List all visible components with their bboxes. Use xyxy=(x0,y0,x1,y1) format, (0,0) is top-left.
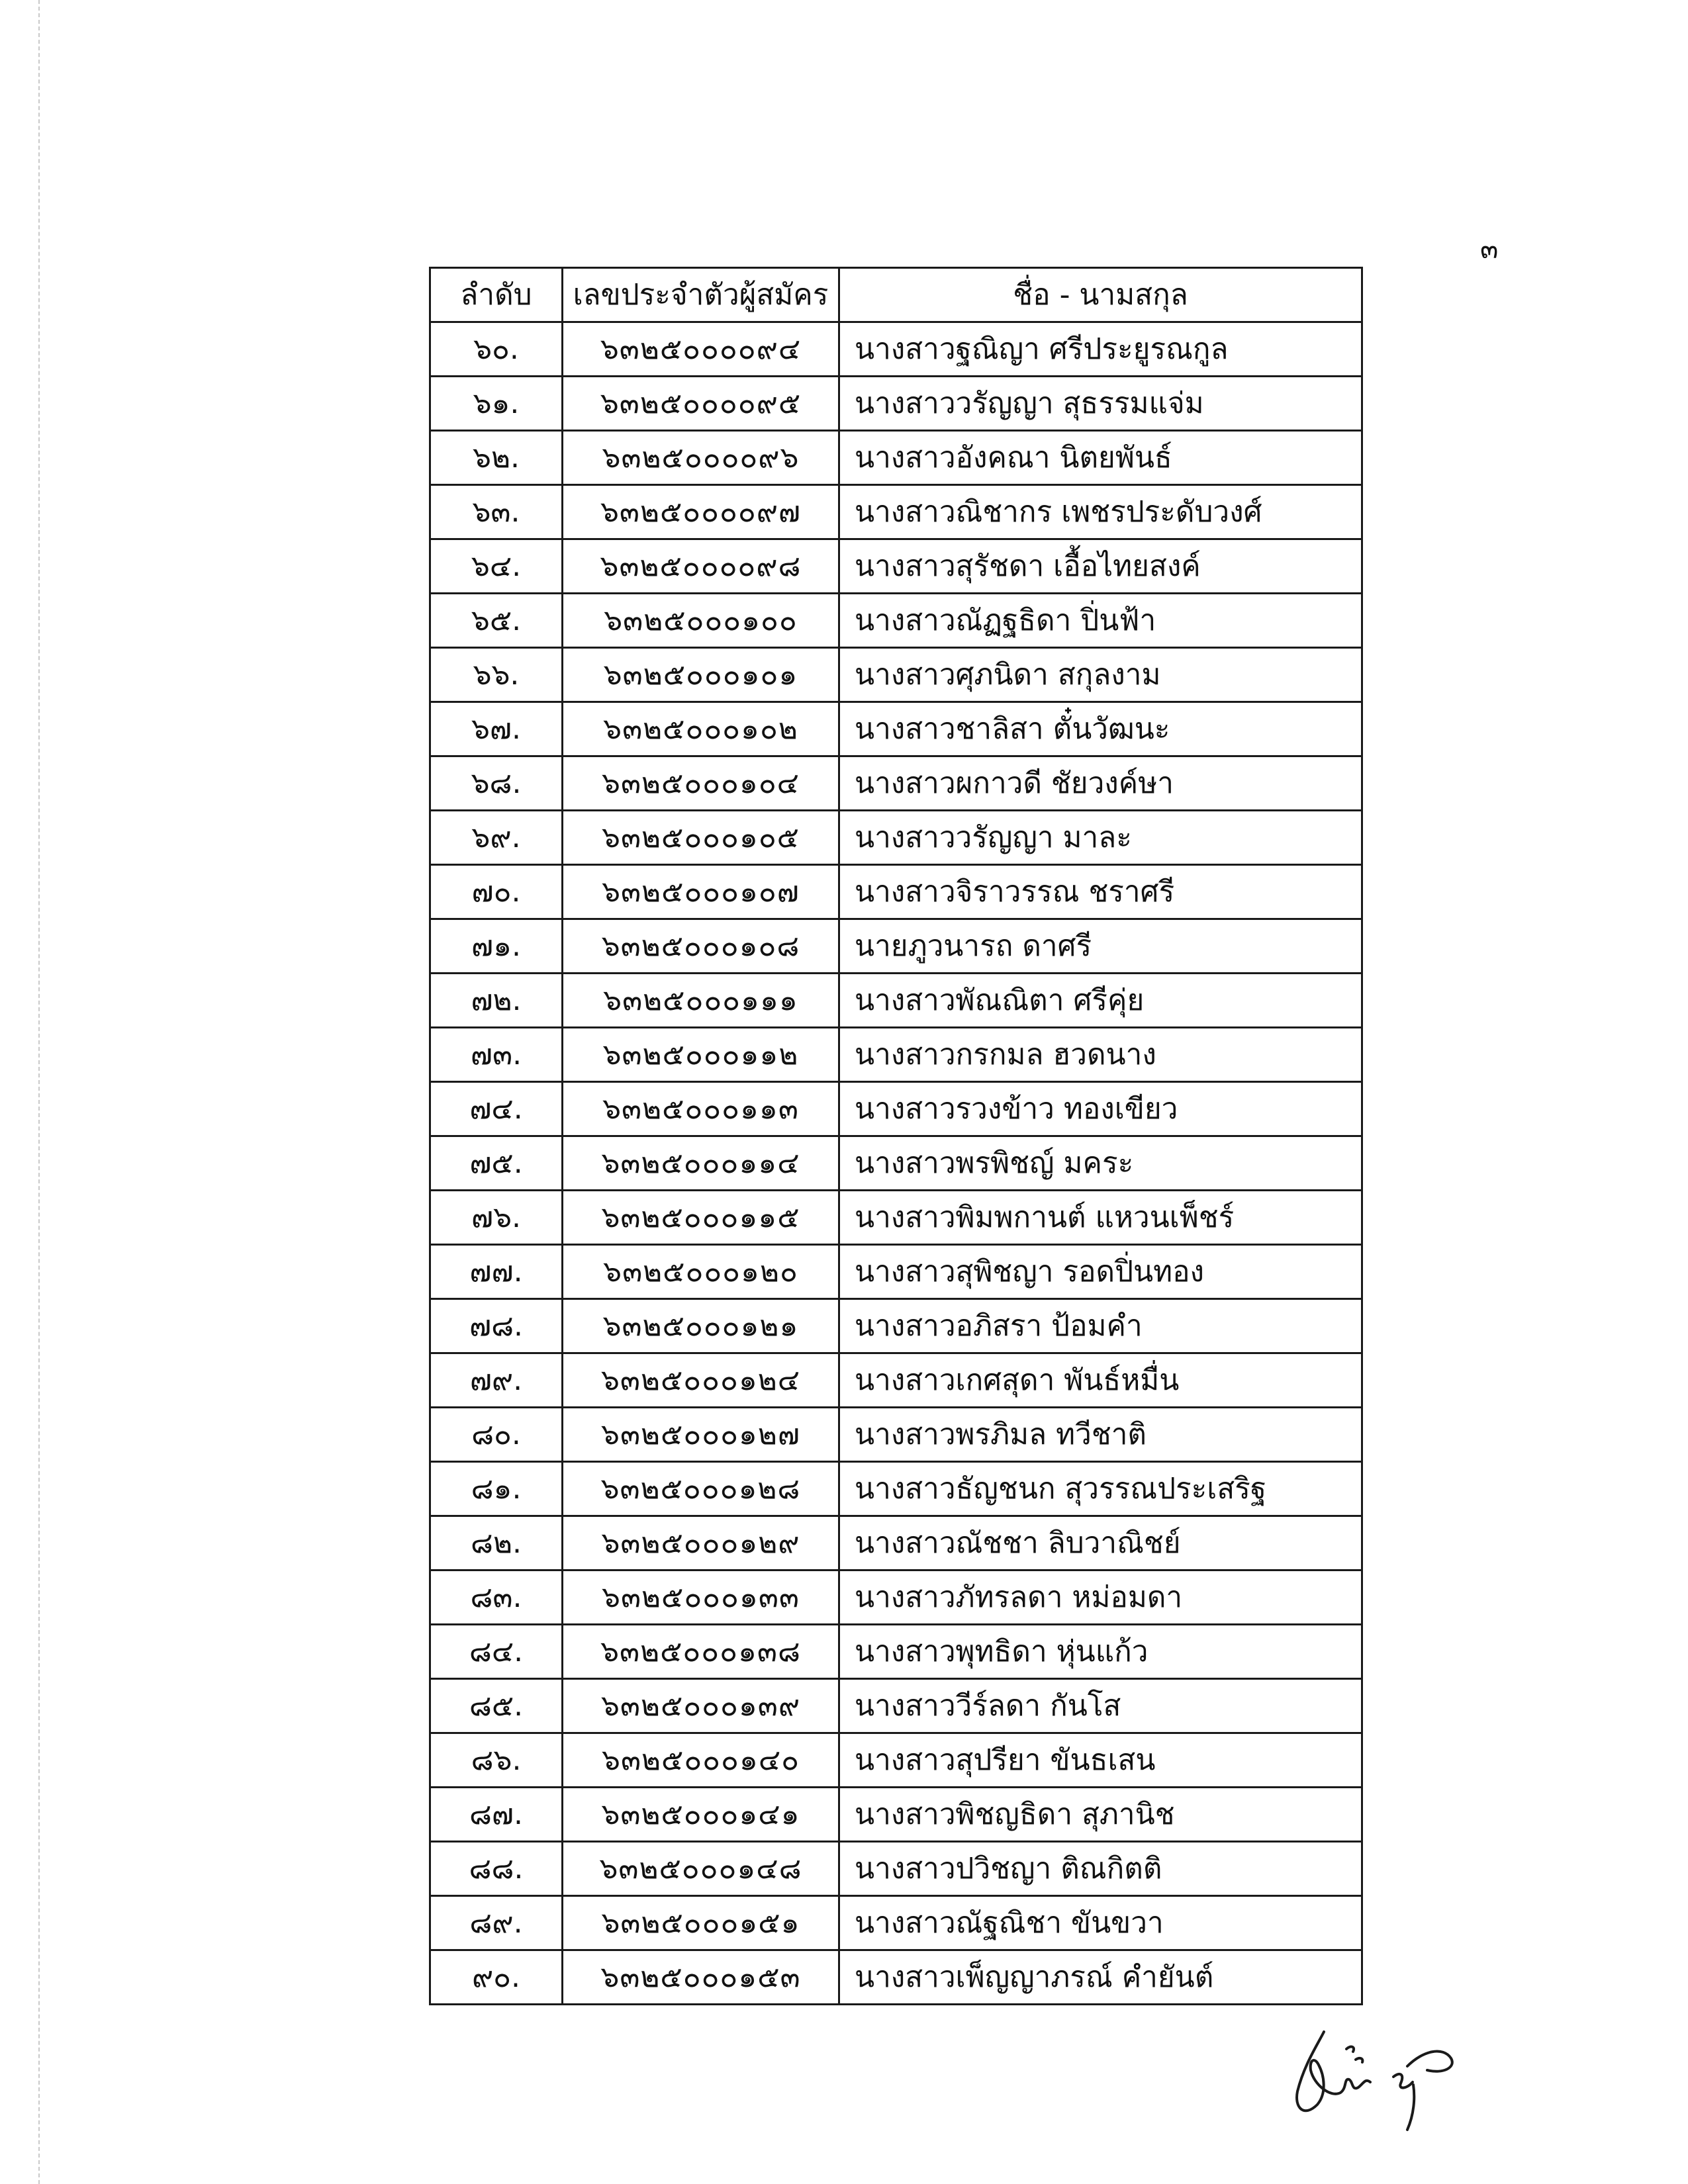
row-name: นางสาวเกศสุดา พันธ์หมื่น xyxy=(839,1353,1362,1408)
header-applicant-id: เลขประจำตัวผู้สมัคร xyxy=(563,268,839,322)
table-row xyxy=(430,1408,1362,1462)
row-applicant-id: ๖๓๒๕๐๐๐๐๙๔ xyxy=(563,322,839,377)
table-row xyxy=(430,1570,1362,1625)
table-row xyxy=(430,648,1362,702)
row-order: ๖๖. xyxy=(430,648,563,702)
row-applicant-id: ๖๓๒๕๐๐๐๑๑๔ xyxy=(563,1136,839,1191)
table-row xyxy=(430,756,1362,811)
row-applicant-id: ๖๓๒๕๐๐๐๑๔๑ xyxy=(563,1788,839,1842)
row-applicant-id: ๖๓๒๕๐๐๐๑๐๗ xyxy=(563,865,839,919)
table-row xyxy=(430,1353,1362,1408)
row-name: นางสาวพิมพกานต์ แหวนเพ็ชร์ xyxy=(839,1191,1362,1245)
table-row xyxy=(430,377,1362,431)
table-header-row xyxy=(430,268,1362,322)
row-order: ๗๘. xyxy=(430,1299,563,1353)
table-row xyxy=(430,431,1362,485)
row-applicant-id: ๖๓๒๕๐๐๐๐๙๕ xyxy=(563,377,839,431)
table-row xyxy=(430,1191,1362,1245)
row-applicant-id: ๖๓๒๕๐๐๐๑๓๙ xyxy=(563,1679,839,1733)
row-applicant-id: ๖๓๒๕๐๐๐๑๒๔ xyxy=(563,1353,839,1408)
row-name: นางสาวณัฐณิชา ขันขวา xyxy=(839,1896,1362,1950)
row-applicant-id: ๖๓๒๕๐๐๐๑๒๐ xyxy=(563,1245,839,1299)
row-order: ๗๗. xyxy=(430,1245,563,1299)
row-name: นางสาวอังคณา นิตยพันธ์ xyxy=(839,431,1362,485)
row-applicant-id: ๖๓๒๕๐๐๐๑๔๐ xyxy=(563,1733,839,1788)
table-row xyxy=(430,1136,1362,1191)
row-applicant-id: ๖๓๒๕๐๐๐๑๓๘ xyxy=(563,1625,839,1679)
table-row xyxy=(430,1245,1362,1299)
row-name: นางสาววีร์ลดา กันโส xyxy=(839,1679,1362,1733)
row-order: ๗๓. xyxy=(430,1028,563,1082)
row-order: ๗๖. xyxy=(430,1191,563,1245)
row-name: นางสาวณิชากร เพชรประดับวงศ์ xyxy=(839,485,1362,539)
row-order: ๘๓. xyxy=(430,1570,563,1625)
row-name: นางสาวสุพิชญา รอดปิ่นทอง xyxy=(839,1245,1362,1299)
row-order: ๘๖. xyxy=(430,1733,563,1788)
row-order: ๖๕. xyxy=(430,594,563,648)
table-body xyxy=(430,322,1362,2005)
row-applicant-id: ๖๓๒๕๐๐๐๑๒๘ xyxy=(563,1462,839,1516)
table-row xyxy=(430,485,1362,539)
handwritten-signature-icon xyxy=(1278,2019,1489,2138)
row-name: นางสาวศุภนิดา สกุลงาม xyxy=(839,648,1362,702)
row-name: นางสาวณัชชา ลิบวาณิชย์ xyxy=(839,1516,1362,1570)
header-order: ลำดับ xyxy=(430,268,563,322)
table-row xyxy=(430,1733,1362,1788)
row-name: นางสาววรัญญา มาละ xyxy=(839,811,1362,865)
row-order: ๗๑. xyxy=(430,919,563,974)
row-order: ๘๑. xyxy=(430,1462,563,1516)
row-applicant-id: ๖๓๒๕๐๐๐๑๑๕ xyxy=(563,1191,839,1245)
row-name: นางสาวชาลิสา ตั๋นวัฒนะ xyxy=(839,702,1362,756)
row-order: ๖๘. xyxy=(430,756,563,811)
table-row xyxy=(430,702,1362,756)
row-order: ๘๗. xyxy=(430,1788,563,1842)
row-name: นางสาวพุทธิดา หุ่นแก้ว xyxy=(839,1625,1362,1679)
row-order: ๗๔. xyxy=(430,1082,563,1136)
row-applicant-id: ๖๓๒๕๐๐๐๑๑๒ xyxy=(563,1028,839,1082)
row-name: นางสาวพรภิมล ทวีชาติ xyxy=(839,1408,1362,1462)
table-row xyxy=(430,322,1362,377)
row-name: นางสาวจิราวรรณ ชราศรี xyxy=(839,865,1362,919)
row-applicant-id: ๖๓๒๕๐๐๐๑๕๑ xyxy=(563,1896,839,1950)
row-name: นางสาวพิชญธิดา สุภานิช xyxy=(839,1788,1362,1842)
row-applicant-id: ๖๓๒๕๐๐๐๑๓๓ xyxy=(563,1570,839,1625)
row-applicant-id: ๖๓๒๕๐๐๐๑๕๓ xyxy=(563,1950,839,2005)
row-name: นางสาวภัทรลดา หม่อมดา xyxy=(839,1570,1362,1625)
row-order: ๖๙. xyxy=(430,811,563,865)
row-order: ๖๐. xyxy=(430,322,563,377)
table-row xyxy=(430,1788,1362,1842)
table-row xyxy=(430,1082,1362,1136)
row-order: ๖๔. xyxy=(430,539,563,594)
row-order: ๗๙. xyxy=(430,1353,563,1408)
row-applicant-id: ๖๓๒๕๐๐๐๑๐๔ xyxy=(563,756,839,811)
table-row xyxy=(430,1299,1362,1353)
row-order: ๘๙. xyxy=(430,1896,563,1950)
row-applicant-id: ๖๓๒๕๐๐๐๑๐๐ xyxy=(563,594,839,648)
row-order: ๘๐. xyxy=(430,1408,563,1462)
row-name: นางสาวฐณิญา ศรีประยูรณกูล xyxy=(839,322,1362,377)
row-name: นางสาวสุรัชดา เอื้อไทยสงค์ xyxy=(839,539,1362,594)
row-name: นางสาวธัญชนก สุวรรณประเสริฐ xyxy=(839,1462,1362,1516)
row-name: นางสาวกรกมล ฮวดนาง xyxy=(839,1028,1362,1082)
row-order: ๘๔. xyxy=(430,1625,563,1679)
table-row xyxy=(430,1625,1362,1679)
row-name: นางสาวณัฏฐธิดา ปิ่นฟ้า xyxy=(839,594,1362,648)
table-row xyxy=(430,1516,1362,1570)
row-name: นางสาววรัญญา สุธรรมแจ่ม xyxy=(839,377,1362,431)
row-applicant-id: ๖๓๒๕๐๐๐๑๑๓ xyxy=(563,1082,839,1136)
row-name: นายภูวนารถ ดาศรี xyxy=(839,919,1362,974)
signature-icon xyxy=(1278,2019,1489,2138)
row-order: ๖๗. xyxy=(430,702,563,756)
row-applicant-id: ๖๓๒๕๐๐๐๑๒๙ xyxy=(563,1516,839,1570)
row-order: ๘๘. xyxy=(430,1842,563,1896)
table-row xyxy=(430,539,1362,594)
row-applicant-id: ๖๓๒๕๐๐๐๐๙๗ xyxy=(563,485,839,539)
table-row xyxy=(430,1842,1362,1896)
row-name: นางสาวรวงข้าว ทองเขียว xyxy=(839,1082,1362,1136)
row-order: ๘๕. xyxy=(430,1679,563,1733)
row-applicant-id: ๖๓๒๕๐๐๐๑๐๒ xyxy=(563,702,839,756)
row-applicant-id: ๖๓๒๕๐๐๐๑๐๘ xyxy=(563,919,839,974)
row-name: นางสาวปวิชญา ติณกิตติ xyxy=(839,1842,1362,1896)
row-applicant-id: ๖๓๒๕๐๐๐๑๑๑ xyxy=(563,974,839,1028)
table-row xyxy=(430,811,1362,865)
row-order: ๖๒. xyxy=(430,431,563,485)
row-name: นางสาวผกาวดี ชัยวงค์ษา xyxy=(839,756,1362,811)
table-row xyxy=(430,1896,1362,1950)
row-applicant-id: ๖๓๒๕๐๐๐๑๔๘ xyxy=(563,1842,839,1896)
table-row xyxy=(430,1028,1362,1082)
row-order: ๗๐. xyxy=(430,865,563,919)
row-name: นางสาวพรพิชญ์ มคระ xyxy=(839,1136,1362,1191)
row-order: ๙๐. xyxy=(430,1950,563,2005)
row-name: นางสาวอภิสรา ป้อมคำ xyxy=(839,1299,1362,1353)
row-applicant-id: ๖๓๒๕๐๐๐๐๙๖ xyxy=(563,431,839,485)
table-row xyxy=(430,1679,1362,1733)
row-name: นางสาวสุปรียา ขันธเสน xyxy=(839,1733,1362,1788)
row-order: ๖๑. xyxy=(430,377,563,431)
applicant-table xyxy=(429,267,1363,2005)
row-applicant-id: ๖๓๒๕๐๐๐๐๙๘ xyxy=(563,539,839,594)
row-applicant-id: ๖๓๒๕๐๐๐๑๒๗ xyxy=(563,1408,839,1462)
row-order: ๗๕. xyxy=(430,1136,563,1191)
table-row xyxy=(430,919,1362,974)
table-row xyxy=(430,1950,1362,2005)
row-name: นางสาวพัณณิตา ศรีคุ่ย xyxy=(839,974,1362,1028)
row-order: ๘๒. xyxy=(430,1516,563,1570)
row-applicant-id: ๖๓๒๕๐๐๐๑๐๑ xyxy=(563,648,839,702)
row-name: นางสาวเพ็ญญาภรณ์ คำยันต์ xyxy=(839,1950,1362,2005)
table-row xyxy=(430,594,1362,648)
row-applicant-id: ๖๓๒๕๐๐๐๑๒๑ xyxy=(563,1299,839,1353)
scan-edge-line xyxy=(38,0,40,2184)
row-order: ๖๓. xyxy=(430,485,563,539)
row-applicant-id: ๖๓๒๕๐๐๐๑๐๕ xyxy=(563,811,839,865)
table-row xyxy=(430,865,1362,919)
page-number: ๓ xyxy=(1480,234,1499,265)
table-row xyxy=(430,1462,1362,1516)
row-order: ๗๒. xyxy=(430,974,563,1028)
table-row xyxy=(430,974,1362,1028)
header-name: ชื่อ - นามสกุล xyxy=(839,268,1362,322)
